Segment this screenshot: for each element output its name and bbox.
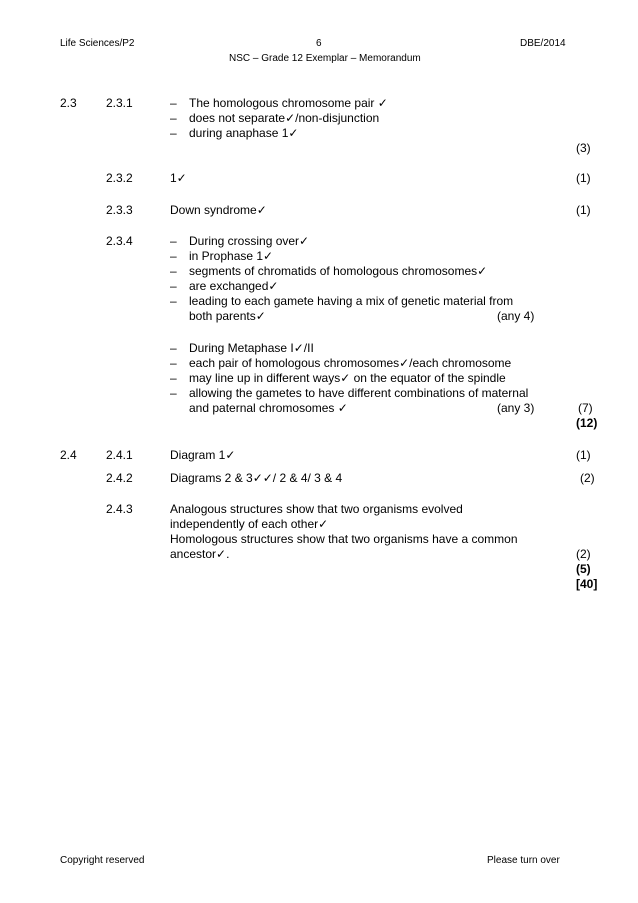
answer-line: The homologous chromosome pair ✓ <box>189 96 388 110</box>
dash-bullet: – <box>170 111 177 125</box>
question-2-3-2-number: 2.3.2 <box>106 171 133 185</box>
footer-right: Please turn over <box>487 855 560 866</box>
question-2-3-4-number: 2.3.4 <box>106 234 133 248</box>
total-mark: [40] <box>576 577 598 591</box>
answer-line: 1✓ <box>170 171 187 185</box>
answer-line: leading to each gamete having a mix of genetic material from <box>189 294 514 308</box>
question-2-4-number: 2.4 <box>60 448 77 462</box>
answer-line: are exchanged✓ <box>189 279 279 293</box>
answer-line: during anaphase 1✓ <box>189 126 299 140</box>
dash-bullet: – <box>170 356 177 370</box>
header-right: DBE/2014 <box>520 38 566 49</box>
dash-bullet: – <box>170 279 177 293</box>
dash-bullet: – <box>170 96 177 110</box>
mark: (1) <box>576 171 591 185</box>
question-2-4-3-number: 2.4.3 <box>106 502 133 516</box>
subtotal-mark: (12) <box>576 416 598 430</box>
mark: (2) <box>576 547 591 561</box>
question-2-4-2-number: 2.4.2 <box>106 471 133 485</box>
answer-line: both parents✓ <box>189 309 266 323</box>
dash-bullet: – <box>170 249 177 263</box>
any-count: (any 3) <box>497 401 535 415</box>
question-2-3-number: 2.3 <box>60 96 77 110</box>
mark: (2) <box>580 471 595 485</box>
answer-line: During Metaphase I✓/II <box>189 341 314 355</box>
question-2-4-1-number: 2.4.1 <box>106 448 133 462</box>
subtotal-mark: (5) <box>576 562 591 576</box>
answer-line: and paternal chromosomes ✓ <box>189 401 348 415</box>
dash-bullet: – <box>170 234 177 248</box>
header-subtitle: NSC – Grade 12 Exemplar – Memorandum <box>229 53 421 64</box>
mark: (1) <box>576 448 591 462</box>
answer-line: independently of each other✓ <box>170 517 329 531</box>
any-count: (any 4) <box>497 309 535 323</box>
header-page-number: 6 <box>316 38 322 49</box>
answer-line: Diagram 1✓ <box>170 448 236 462</box>
answer-line: each pair of homologous chromosomes✓/each chromosome <box>189 356 512 370</box>
header-left: Life Sciences/P2 <box>60 38 135 49</box>
answer-line: Diagrams 2 & 3✓✓/ 2 & 4/ 3 & 4 <box>170 471 343 485</box>
dash-bullet: – <box>170 294 177 308</box>
answer-line: ancestor✓. <box>170 547 230 561</box>
question-2-3-1-number: 2.3.1 <box>106 96 133 110</box>
answer-line: Analogous structures show that two organisms evolved <box>170 502 463 516</box>
dash-bullet: – <box>170 341 177 355</box>
answer-line: During crossing over✓ <box>189 234 310 248</box>
answer-line: does not separate✓/non-disjunction <box>189 111 380 125</box>
answer-line: Homologous structures show that two organisms have a common <box>170 532 518 546</box>
answer-line: in Prophase 1✓ <box>189 249 274 263</box>
answer-line: Down syndrome✓ <box>170 203 267 217</box>
footer-left: Copyright reserved <box>60 855 145 866</box>
answer-line: may line up in different ways✓ on the equator of the spindle <box>189 371 506 385</box>
mark: (1) <box>576 203 591 217</box>
answer-line: allowing the gametes to have different combinations of maternal <box>189 386 529 400</box>
question-2-3-3-number: 2.3.3 <box>106 203 133 217</box>
mark: (3) <box>576 141 591 155</box>
dash-bullet: – <box>170 264 177 278</box>
answer-line: segments of chromatids of homologous chromosomes✓ <box>189 264 488 278</box>
dash-bullet: – <box>170 386 177 400</box>
dash-bullet: – <box>170 126 177 140</box>
dash-bullet: – <box>170 371 177 385</box>
mark: (7) <box>578 401 593 415</box>
